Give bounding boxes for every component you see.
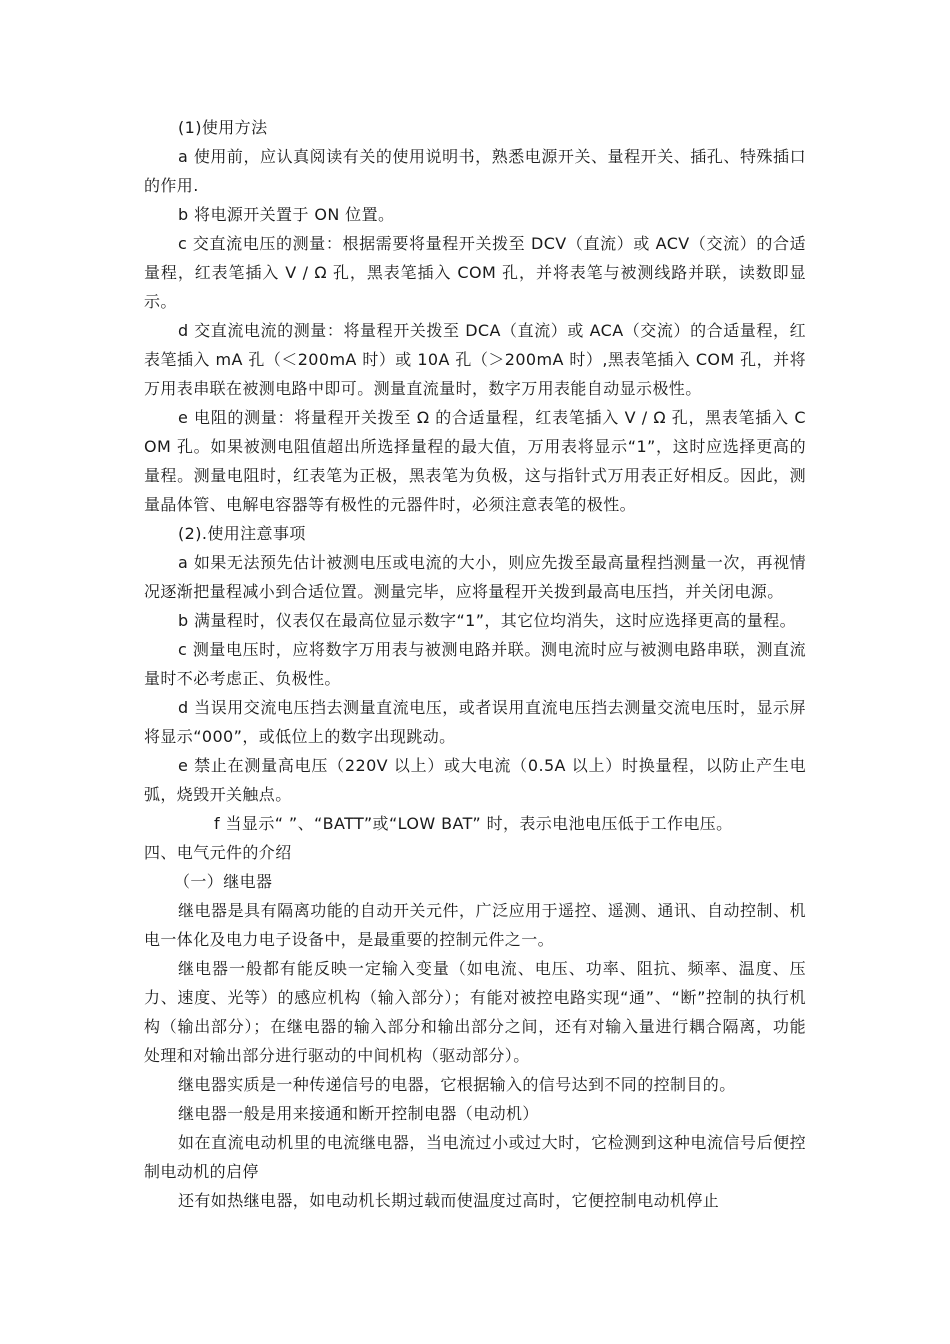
paragraph-relay-intro: 继电器是具有隔离功能的自动开关元件，广泛应用于遥控、遥测、通讯、自动控制、机电一体化及电力电子设备中，是最重要的控制元件之一。 bbox=[144, 901, 806, 949]
subsection-heading-relay: （一）继电器 bbox=[174, 872, 273, 891]
paragraph-usage-a: a 使用前，应认真阅读有关的使用说明书，熟悉电源开关、量程开关、插孔、特殊插口的作用. bbox=[144, 147, 806, 195]
paragraph-usage-e: e 电阻的测量：将量程开关拨至 Ω 的合适量程，红表笔插入 V / Ω 孔，黑表笔插入 COM 孔。如果被测电阻值超出所选择量程的最大值，万用表将显示“1”，这时应选择更高的量程。测量电阻时，红表笔为正极，黑表笔为负极，这与指针式万用表正好相反。因此，测量晶体管、电解电容器等有极性的元器件时，必须注意表笔的极性。 bbox=[144, 408, 806, 514]
paragraph-precaution-b: b 满量程时，仪表仅在最高位显示数字“1”，其它位均消失，这时应选择更高的量程。 bbox=[178, 611, 797, 630]
paragraph-precaution-c: c 测量电压时，应将数字万用表与被测电路并联。测电流时应与被测电路串联，测直流量时不必考虑正、负极性。 bbox=[144, 640, 806, 688]
paragraph-relay-structure: 继电器一般都有能反映一定输入变量（如电流、电压、功率、阻抗、频率、温度、压力、速度、光等）的感应机构（输入部分）；有能对被控电路实现“通”、“断”控制的执行机构（输出部分）；在继电器的输入部分和输出部分之间，还有对输入量进行耦合隔离，功能处理和对输出部分进行驱动的中间机构（驱动部分）。 bbox=[144, 959, 806, 1065]
paragraph-usage-b: b 将电源开关置于 ON 位置。 bbox=[178, 205, 395, 224]
section-heading-usage: (1)使用方法 bbox=[178, 118, 268, 137]
paragraph-relay-essence: 继电器实质是一种传递信号的电器，它根据输入的信号达到不同的控制目的。 bbox=[178, 1075, 736, 1094]
paragraph-precaution-e: e 禁止在测量高电压（220V 以上）或大电流（0.5A 以上）时换量程，以防止产生电弧，烧毁开关触点。 bbox=[144, 756, 806, 804]
paragraph-precaution-a: a 如果无法预先估计被测电压或电流的大小，则应先拨至最高量程挡测量一次，再视情况逐渐把量程减小到合适位置。测量完毕，应将量程开关拨到最高电压挡，并关闭电源。 bbox=[144, 553, 806, 601]
paragraph-precaution-d: d 当误用交流电压挡去测量直流电压，或者误用直流电压挡去测量交流电压时，显示屏将显示“000”，或低位上的数字出现跳动。 bbox=[144, 698, 806, 746]
paragraph-relay-usage: 继电器一般是用来接通和断开控制电器（电动机） bbox=[178, 1104, 539, 1123]
paragraph-usage-c: c 交直流电压的测量：根据需要将量程开关拨至 DCV（直流）或 ACV（交流）的合适量程，红表笔插入 V / Ω 孔，黑表笔插入 COM 孔，并将表笔与被测线路并联，读数即显示。 bbox=[144, 234, 806, 311]
section-heading-precautions: (2).使用注意事项 bbox=[178, 524, 306, 543]
paragraph-relay-thermal-example: 还有如热继电器，如电动机长期过载而使温度过高时，它便控制电动机停止 bbox=[178, 1191, 720, 1210]
paragraph-precaution-f: f 当显示“ ”、“BATT”或“LOW BAT” 时，表示电池电压低于工作电压。 bbox=[214, 814, 733, 833]
document-body bbox=[144, 113, 806, 1215]
paragraph-usage-d: d 交直流电流的测量：将量程开关拨至 DCA（直流）或 ACA（交流）的合适量程，红表笔插入 mA 孔（＜200mA 时）或 10A 孔（＞200mA 时）,黑表笔插入 COM 孔，并将万用表串联在被测电路中即可。测量直流量时，数字万用表能自动显示极性。 bbox=[144, 321, 806, 398]
chapter-heading-electrical-components: 四、电气元件的介绍 bbox=[144, 843, 292, 862]
paragraph-relay-current-example: 如在直流电动机里的电流继电器，当电流过小或过大时，它检测到这种电流信号后便控制电动机的启停 bbox=[144, 1133, 806, 1181]
